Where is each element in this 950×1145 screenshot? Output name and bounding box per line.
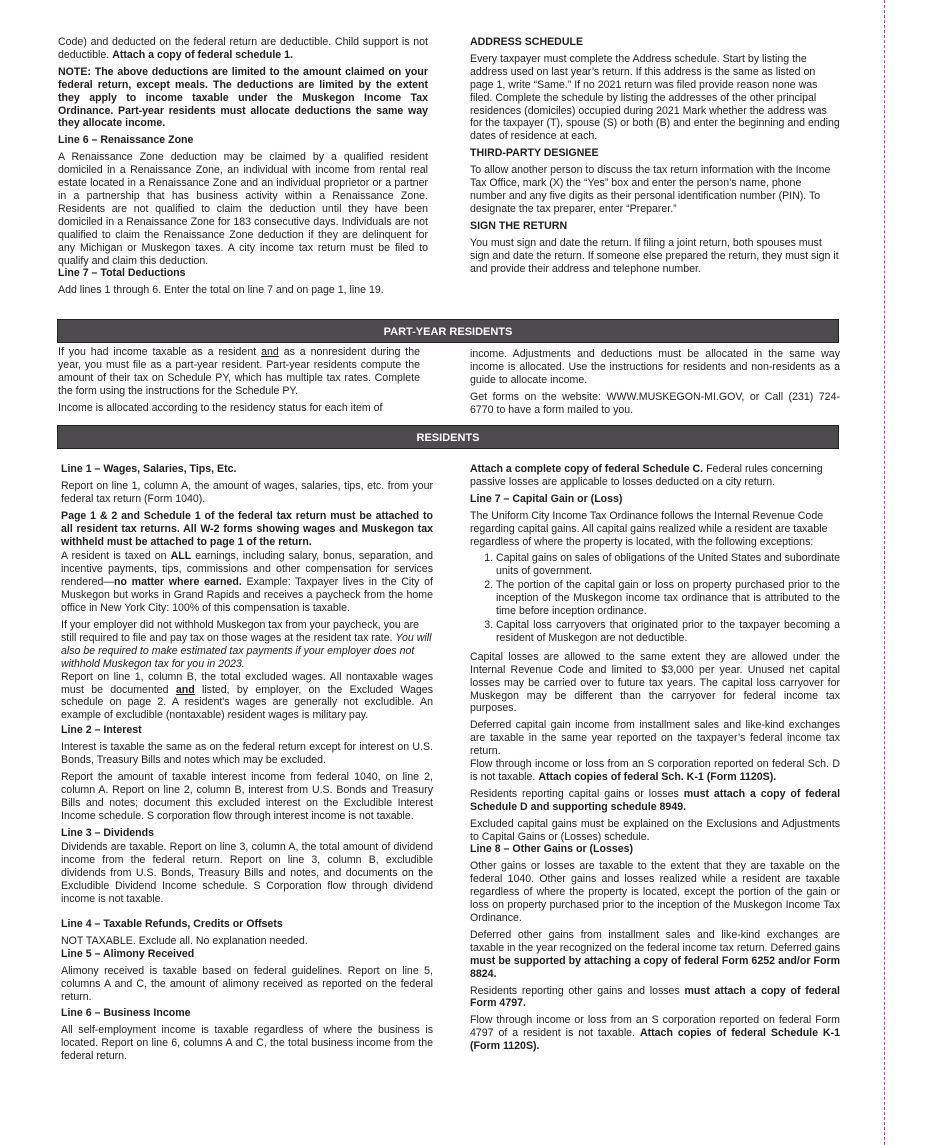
exception-item: 2. The portion of the capital gain or loss on property purchased prior to the inception of the Muskegon income tax ordinance that is attributed to the time before inception ordinance. <box>496 579 840 618</box>
part-year-right <box>470 348 840 421</box>
line2-interest-text1: Interest is taxable the same as on the federal return except for interest on U.S. Bonds, Treasury Bills and notes which may be excluded. <box>61 741 433 767</box>
part-year-allocation: Income is allocated according to the residency status for each item of <box>58 401 383 414</box>
line6-business-text: All self-employment income is taxable regardless of where the business is located. Report on line 6, columns A and C, the total business income from the federal return. <box>61 1024 433 1063</box>
line8-other-gains-heading: Line 8 – Other Gains or (Losses) <box>470 843 634 856</box>
third-party-designee-heading: THIRD-PARTY DESIGNEE <box>470 147 599 160</box>
line4-refunds-heading: Line 4 – Taxable Refunds, Credits or Offsets <box>61 918 283 930</box>
line3-dividends-heading: Line 3 – Dividends <box>61 826 155 839</box>
line1-wages-heading: Line 1 – Wages, Salaries, Tips, Etc. <box>61 463 237 475</box>
line4-refunds-text: NOT TAXABLE. Exclude all. No explanation needed. <box>61 934 308 947</box>
line6-renaissance-text: A Renaissance Zone deduction may be claimed by a qualified resident domiciled in a Renaissance Zone, an individual with income from rental real estate located in a Renaissance Zone and an individual proprietor or a partner in a partnership that has business activity within a Renaissance Zone. Residents are not qualified to claim the deduction until they have been domiciled in a Renaissance Zone for 183 consecutive days. Individuals are not qualified to claim the Renaissance Zone deduction if they are delinquent for any Michigan or Muskegon taxes. A city income tax return must be filed to qualify and claim this deduction. <box>58 151 428 267</box>
schedule-c-notice: Attach a complete copy of federal Schedule C. Federal rules concerning passive losses are applicable to losses deducted on a city return. <box>470 463 823 488</box>
address-schedule-heading: ADDRESS SCHEDULE <box>470 36 584 48</box>
capital-gains-attach-text: Residents reporting capital gains or losses must attach a copy of federal Schedule D and supporting schedule 8949. <box>470 787 841 813</box>
deferred-other-gains-text: Deferred other gains from installment sales and like-kind exchanges are taxable in the year recognized on the federal income tax return. Deferred gains must be supported by attaching a copy of federal Form 6252 and/or Form 8824. <box>470 928 840 980</box>
part-year-left <box>58 346 420 419</box>
deductions-continued-section <box>58 36 428 301</box>
line1-wages-text: Report on line 1, column A, the amount of wages, salaries, tips, etc. from your federal tax return (Form 1040). <box>61 479 433 505</box>
line7-total-deductions-text: Add lines 1 through 6. Enter the total on line 7 and on page 1, line 19. <box>58 284 384 297</box>
line1-attach-notice: Page 1 & 2 and Schedule 1 of the federal tax return must be attached to all resident tax returns. All W-2 forms showing wages and Muskegon tax withheld must be attached to page 1 of the return. <box>61 509 433 548</box>
line1-excluded-text: Report on line 1, column B, the total excluded wages. All nontaxable wages must be documented and listed, by employer, on the Excluded Wages schedule on page 2. A resident's wages are generally not excludible. An example of excludible (nontaxable) resident wages is military pay. <box>61 670 433 722</box>
page-trim-guide <box>884 0 885 1145</box>
residents-right-column <box>470 463 840 1057</box>
line1-taxed-text: A resident is taxed on ALL earnings, including salary, bonus, separation, and incentive payments, tips, commissions and other compensation for services rendered—no matter where earned. Example: Taxpayer lives in the City of Muskegon but works in Grand Rapids and receives a paycheck from the home office in New York City: 100% of this compensation is taxable. <box>61 550 433 615</box>
residents-band: RESIDENTS <box>57 425 839 449</box>
sign-return-text: You must sign and date the return. If filing a joint return, both spouses must sign and date the return. If someone else prepared the return, they must sign it and provide their address and telephone number. <box>470 236 839 275</box>
residents-left-column <box>61 463 433 1067</box>
line7-capital-gain-heading: Line 7 – Capital Gain or (Loss) <box>470 492 623 505</box>
address-designee-sign-section <box>470 36 840 279</box>
s-corp-flow-through-text: Flow through income or loss from an S corporation reported on federal Sch. D is not taxable. Attach copies of federal Sch. K-1 (Form 1120S). <box>470 758 840 783</box>
line2-interest-text2: Report the amount of taxable interest income from federal 1040, on line 2, column A. Report on line 2, column B, interest from U.S. Bonds and Treasury Bills and notes; document this excluded interest on the Excludible Interest Income schedule. S corporation flow through interest income is not taxable. <box>61 770 433 822</box>
excluded-capital-gains-text: Excluded capital gains must be explained on the Exclusions and Adjustments to Capital Gains or (Losses) schedule. <box>470 817 840 843</box>
line5-alimony-text: Alimony received is taxable based on federal guidelines. Report on line 5, columns A and C, the amount of alimony received as reported on the federal return. <box>61 964 433 1003</box>
part-year-residents-band: PART-YEAR RESIDENTS <box>57 319 839 343</box>
part-year-intro: If you had income taxable as a resident and as a nonresident during the year, you must file as a part-year resident. Part-year residents compute the amount of their tax on Schedule PY, which has multiple tax rates. Complete the form using the instructions for the Schedule PY. <box>58 346 420 397</box>
form-4797-flow-through-text: Flow through income or loss from an S corporation reported on federal Form 4797 of a resident is not taxable. Attach copies of federal Schedule K-1 (Form 1120S). <box>470 1014 840 1053</box>
other-gains-attach-text: Residents reporting other gains and losses must attach a copy of federal Form 4797. <box>470 984 840 1010</box>
line1-employer-text: If your employer did not withhold Muskegon tax from your paycheck, you are still required to file and pay tax on those wages at the resident tax rate. You will also be required to make estimated tax payments if your employer does not withhold Muskegon tax for you in 2023. <box>61 618 432 670</box>
get-forms-text: Get forms on the website: WWW.MUSKEGON-MI.GOV, or Call (231) 724-6770 to have a form mailed to you. <box>470 390 840 416</box>
third-party-designee-text: To allow another person to discuss the tax return information with the Income Tax Office, mark (X) the “Yes” box and enter the person’s name, phone number and any five digits as their personal identification number (PIN). To designate the tax preparer, enter “Preparer.” <box>470 164 831 215</box>
deductions-paragraph: Code) and deducted on the federal return are deductible. Child support is not deductible. Attach a copy of federal schedule 1. <box>58 36 428 61</box>
part-year-adjustments: income. Adjustments and deductions must be allocated in the same way income is allocated. Use the instructions for residents and non-residents as a guide to allocate income. <box>470 348 840 386</box>
sign-return-heading: SIGN THE RETURN <box>470 219 568 232</box>
line6-renaissance-heading: Line 6 – Renaissance Zone <box>58 134 194 147</box>
line7-total-deductions-heading: Line 7 – Total Deductions <box>58 267 186 280</box>
address-schedule-text: Every taxpayer must complete the Address schedule. Start by listing the address used on last year’s return. If this address is the same as listed on page 1, write “Same.” If no 2021 return was filed provide reason none was filed. Complete the schedule by listing the addresses of the other principal residences (domiciles) occupied during 2021 Mark whether the address was for the taxpayer (T), spouse (S) or both (B) and enter the beginning and ending dates of residence at each. <box>470 52 840 143</box>
line2-interest-heading: Line 2 – Interest <box>61 724 142 737</box>
exception-item: 3. Capital loss carryovers that originated prior to the taxpayer becoming a resident of Muskegon are not deductible. <box>496 619 840 645</box>
deductions-note: NOTE: The above deductions are limited to the amount claimed on your federal return, except meals. The deductions are limited by the extent they apply to income taxable under the Muskegon Income Tax Ordinance. Part-year residents must allocate deductions the same way they allocate income. <box>58 65 428 130</box>
line3-dividends-text: Dividends are taxable. Report on line 3, column A, the total amount of dividend income from the federal return. Report on line 3, column B, excludible dividends from U.S. Bonds, Treasury Bills and notes, and documents on the Excludible Dividend Income schedule. S Corporation flow through dividend income is not taxable. <box>61 841 433 906</box>
capital-losses-text: Capital losses are allowed to the same extent they are allowed under the Internal Revenue Code and limited to $3,000 per year. Unused net capital losses may be carried over to future tax years. The capital loss carryover for Muskegon may be different than the carryover for federal income tax purposes. <box>470 650 840 715</box>
deferred-capital-gain-text: Deferred capital gain income from installment sales and like-kind exchanges are taxable in the same year reported on the taxpayer’s federal income tax return. <box>470 719 840 758</box>
capital-gain-exceptions-list <box>470 552 840 644</box>
spacer <box>61 910 433 918</box>
line7-capital-gain-text: The Uniform City Income Tax Ordinance follows the Internal Revenue Code regarding capital gains. All capital gains realized while a resident are taxable regardless of where the property is located, with the following exceptions: <box>470 509 828 548</box>
line8-other-gains-text: Other gains or losses are taxable to the extent that they are taxable on the federal 1040. Other gains and losses realized while a resident are taxable regardless of where the property is located, except the portion of the gain or loss on property purchased prior to the inception of the Muskegon Income Tax Ordinance. <box>470 860 840 924</box>
line6-business-heading: Line 6 – Business Income <box>61 1007 191 1020</box>
line5-alimony-heading: Line 5 – Alimony Received <box>61 947 195 960</box>
exception-item: 1. Capital gains on sales of obligations of the United States and subordinate units of government. <box>496 552 840 578</box>
